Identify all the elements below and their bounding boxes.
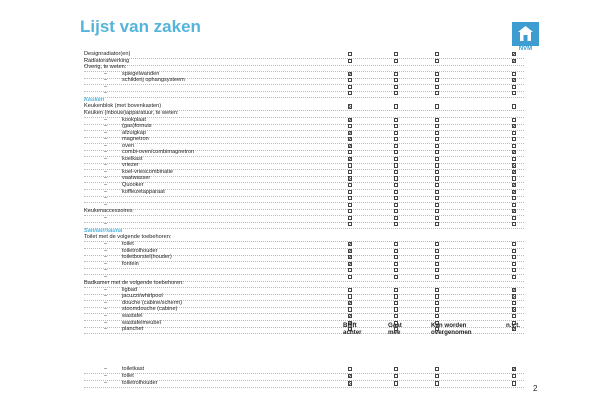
checkbox-col-1[interactable] bbox=[348, 307, 352, 311]
checkbox-col-2[interactable] bbox=[394, 176, 398, 180]
checkbox-col-1[interactable] bbox=[348, 268, 352, 272]
checkbox-col-2[interactable] bbox=[394, 131, 398, 135]
checkbox-col-1[interactable] bbox=[348, 190, 352, 194]
bullet-dash: – bbox=[104, 366, 108, 372]
checkbox-col-1[interactable] bbox=[348, 381, 352, 385]
checkbox-col-2[interactable] bbox=[394, 163, 398, 167]
checkbox-col-4[interactable] bbox=[512, 124, 516, 128]
bullet-dash: – bbox=[104, 319, 108, 326]
item-label: vaatwasser bbox=[122, 175, 151, 182]
checkbox-col-2[interactable] bbox=[394, 275, 398, 279]
bullet-dash: – bbox=[104, 188, 108, 195]
bullet-dash: – bbox=[104, 286, 108, 293]
bullet-dash: – bbox=[104, 136, 108, 143]
checkbox-col-3[interactable] bbox=[435, 216, 439, 220]
checkbox-col-4[interactable] bbox=[512, 163, 516, 167]
bullet-dash: – bbox=[104, 70, 108, 77]
checkbox-col-1[interactable] bbox=[348, 104, 352, 108]
checkbox-col-2[interactable] bbox=[394, 124, 398, 128]
checkbox-col-4[interactable] bbox=[512, 288, 516, 292]
checkbox-col-3[interactable] bbox=[435, 163, 439, 167]
bullet-dash: – bbox=[104, 240, 108, 247]
checkbox-col-2[interactable] bbox=[394, 307, 398, 311]
item-label: toiletborstel(houder) bbox=[122, 254, 172, 261]
checkbox-col-3[interactable] bbox=[435, 262, 439, 266]
checkbox-col-3[interactable] bbox=[435, 104, 439, 108]
checkbox-col-4[interactable] bbox=[512, 196, 516, 200]
checkbox-col-2[interactable] bbox=[394, 262, 398, 266]
checkbox-col-1[interactable] bbox=[348, 170, 352, 174]
checkbox-col-1[interactable] bbox=[348, 131, 352, 135]
checkbox-col-1[interactable] bbox=[348, 59, 352, 63]
checkbox-col-3[interactable] bbox=[435, 190, 439, 194]
checkbox-col-4[interactable] bbox=[512, 268, 516, 272]
checkbox-col-3[interactable] bbox=[435, 288, 439, 292]
bullet-dash: – bbox=[104, 254, 108, 261]
checkbox-col-2[interactable] bbox=[394, 242, 398, 246]
checkbox-col-4[interactable] bbox=[512, 190, 516, 194]
checkbox-col-2[interactable] bbox=[394, 216, 398, 220]
item-label: koelkast bbox=[122, 155, 143, 162]
item-label: spiegelwanden bbox=[122, 70, 160, 77]
checkbox-col-1[interactable] bbox=[348, 367, 352, 371]
checkbox-col-2[interactable] bbox=[394, 222, 398, 226]
checkbox-col-4[interactable] bbox=[512, 131, 516, 135]
checkbox-col-3[interactable] bbox=[435, 249, 439, 253]
bullet-dash: – bbox=[104, 168, 108, 175]
item-label: Keukenaccessoires bbox=[84, 208, 133, 215]
checkbox-col-2[interactable] bbox=[394, 144, 398, 148]
checkbox-col-1[interactable] bbox=[348, 275, 352, 279]
checkbox-col-3[interactable] bbox=[435, 381, 439, 385]
checkbox-col-1[interactable] bbox=[348, 183, 352, 187]
item-label: toiletrolhouder bbox=[122, 247, 158, 254]
checkbox-col-3[interactable] bbox=[435, 314, 439, 318]
checkbox-col-3[interactable] bbox=[435, 85, 439, 89]
checkbox-col-4[interactable] bbox=[512, 203, 516, 207]
bullet-dash: – bbox=[104, 142, 108, 149]
checkbox-col-4[interactable] bbox=[512, 255, 516, 259]
checkbox-col-1[interactable] bbox=[348, 157, 352, 161]
checkbox-col-1[interactable] bbox=[348, 150, 352, 154]
checkbox-col-1[interactable] bbox=[348, 137, 352, 141]
checkbox-col-2[interactable] bbox=[394, 255, 398, 259]
checkbox-col-4[interactable] bbox=[512, 72, 516, 76]
checkbox-col-3[interactable] bbox=[435, 131, 439, 135]
checkbox-col-4[interactable] bbox=[512, 183, 516, 187]
checkbox-col-2[interactable] bbox=[394, 268, 398, 272]
bullet-dash: – bbox=[104, 77, 108, 84]
bullet-dash: – bbox=[104, 221, 108, 228]
bullet-dash: – bbox=[104, 306, 108, 313]
item-label: toiletrolhouder bbox=[122, 380, 158, 387]
bullet-dash: – bbox=[104, 175, 108, 182]
checkbox-col-3[interactable] bbox=[435, 222, 439, 226]
checkbox-col-1[interactable] bbox=[348, 216, 352, 220]
checkbox-col-3[interactable] bbox=[435, 301, 439, 305]
checkbox-col-2[interactable] bbox=[394, 183, 398, 187]
checkbox-col-2[interactable] bbox=[394, 314, 398, 318]
item-label: stoomdouche (cabine) bbox=[122, 306, 178, 313]
checkbox-col-1[interactable] bbox=[348, 288, 352, 292]
checkbox-col-4[interactable] bbox=[512, 144, 516, 148]
checkbox-col-3[interactable] bbox=[435, 275, 439, 279]
bullet-dash: – bbox=[104, 90, 108, 97]
checkbox-col-2[interactable] bbox=[394, 196, 398, 200]
checkbox-col-2[interactable] bbox=[394, 190, 398, 194]
checkbox-col-1[interactable] bbox=[348, 294, 352, 298]
checkbox-col-3[interactable] bbox=[435, 307, 439, 311]
checkbox-col-1[interactable] bbox=[348, 85, 352, 89]
bullet-dash: – bbox=[104, 260, 108, 267]
checkbox-col-2[interactable] bbox=[394, 301, 398, 305]
checkbox-col-3[interactable] bbox=[435, 124, 439, 128]
bullet-dash: – bbox=[104, 116, 108, 123]
item-label: afzuigkap bbox=[122, 129, 146, 136]
column-header-gaat-mee: Gaat mee bbox=[388, 322, 402, 336]
list-item bbox=[84, 380, 524, 388]
checkbox-col-4[interactable] bbox=[512, 374, 516, 378]
checkbox-col-2[interactable] bbox=[394, 367, 398, 371]
checkbox-col-4[interactable] bbox=[512, 78, 516, 82]
checkbox-col-4[interactable] bbox=[512, 314, 516, 318]
checkbox-col-3[interactable] bbox=[435, 78, 439, 82]
checkbox-col-1[interactable] bbox=[348, 374, 352, 378]
logo-text: NVM bbox=[518, 46, 533, 52]
bullet-dash: – bbox=[104, 293, 108, 300]
bullet-dash: – bbox=[104, 182, 108, 188]
item-label: Overig, te weten: bbox=[84, 64, 127, 71]
bullet-dash: – bbox=[104, 267, 108, 274]
checkbox-col-3[interactable] bbox=[435, 242, 439, 246]
item-label: douche (cabine/scherm) bbox=[122, 299, 183, 306]
checkbox-col-4[interactable] bbox=[512, 170, 516, 174]
checkbox-col-3[interactable] bbox=[435, 150, 439, 154]
item-label: Designradiator(en) bbox=[84, 51, 131, 57]
item-label: Keuken bbox=[84, 96, 105, 103]
checkbox-col-3[interactable] bbox=[435, 157, 439, 161]
checkbox-col-4[interactable] bbox=[512, 176, 516, 180]
checkbox-col-4[interactable] bbox=[512, 118, 516, 122]
checkbox-col-3[interactable] bbox=[435, 176, 439, 180]
checkbox-col-1[interactable] bbox=[348, 314, 352, 318]
checkbox-col-2[interactable] bbox=[394, 209, 398, 213]
checkbox-col-4[interactable] bbox=[512, 249, 516, 253]
checkbox-col-4[interactable] bbox=[512, 367, 516, 371]
item-label: magnetron bbox=[122, 136, 149, 143]
checkbox-col-2[interactable] bbox=[394, 52, 398, 56]
item-label: Radiatorafwerking bbox=[84, 57, 130, 64]
checkbox-col-1[interactable] bbox=[348, 262, 352, 266]
checkbox-col-4[interactable] bbox=[512, 262, 516, 266]
checkbox-col-1[interactable] bbox=[348, 222, 352, 226]
bullet-dash: – bbox=[104, 195, 108, 202]
item-label: koel-vriescombinatie bbox=[122, 168, 173, 175]
checkbox-col-4[interactable] bbox=[512, 222, 516, 226]
checkbox-col-4[interactable] bbox=[512, 216, 516, 220]
checkbox-col-1[interactable] bbox=[348, 72, 352, 76]
checkbox-col-3[interactable] bbox=[435, 268, 439, 272]
bullet-dash: – bbox=[104, 313, 108, 319]
checkbox-col-2[interactable] bbox=[394, 157, 398, 161]
item-label: combi-oven/combimagnetron bbox=[122, 149, 195, 156]
checkbox-col-2[interactable] bbox=[394, 85, 398, 89]
checkbox-col-2[interactable] bbox=[394, 294, 398, 298]
checkbox-col-2[interactable] bbox=[394, 150, 398, 154]
checkbox-col-3[interactable] bbox=[435, 59, 439, 63]
checkbox-col-1[interactable] bbox=[348, 203, 352, 207]
checkbox-col-2[interactable] bbox=[394, 137, 398, 141]
checkbox-col-1[interactable] bbox=[348, 176, 352, 180]
checkbox-col-4[interactable] bbox=[512, 85, 516, 89]
checkbox-col-4[interactable] bbox=[512, 137, 516, 141]
checkbox-col-2[interactable] bbox=[394, 59, 398, 63]
checkbox-col-4[interactable] bbox=[512, 209, 516, 213]
item-label: jacuzzi/whirlpool bbox=[122, 293, 163, 300]
checkbox-col-2[interactable] bbox=[394, 170, 398, 174]
checkbox-col-3[interactable] bbox=[435, 196, 439, 200]
bullet-dash: – bbox=[104, 129, 108, 136]
checkbox-col-2[interactable] bbox=[394, 374, 398, 378]
item-label: (gas)fornuis bbox=[122, 123, 152, 130]
checkbox-col-3[interactable] bbox=[435, 367, 439, 371]
checkbox-col-4[interactable] bbox=[512, 301, 516, 305]
checkbox-col-3[interactable] bbox=[435, 209, 439, 213]
checkbox-col-4[interactable] bbox=[512, 150, 516, 154]
bullet-dash: – bbox=[104, 123, 108, 130]
item-label: Sanitair/sauna bbox=[84, 227, 123, 234]
checkbox-col-3[interactable] bbox=[435, 203, 439, 207]
item-label: toilet bbox=[122, 240, 134, 247]
checkbox-col-1[interactable] bbox=[348, 78, 352, 82]
checkbox-col-1[interactable] bbox=[348, 242, 352, 246]
bullet-dash: – bbox=[104, 380, 108, 387]
page-title: Lijst van zaken bbox=[80, 17, 201, 36]
checkbox-col-2[interactable] bbox=[394, 249, 398, 253]
item-label: wastafelmeubel bbox=[122, 319, 161, 326]
item-label: oven bbox=[122, 142, 135, 149]
checkbox-col-2[interactable] bbox=[394, 91, 398, 95]
checkbox-col-3[interactable] bbox=[435, 183, 439, 187]
item-label: Keukenblok (met bovenkasten) bbox=[84, 103, 162, 110]
checkbox-col-2[interactable] bbox=[394, 78, 398, 82]
checkbox-col-2[interactable] bbox=[394, 381, 398, 385]
checkbox-col-4[interactable] bbox=[512, 157, 516, 161]
bullet-dash: – bbox=[104, 299, 108, 306]
checkbox-col-1[interactable] bbox=[348, 249, 352, 253]
checkbox-col-2[interactable] bbox=[394, 104, 398, 108]
column-header-blijft-achter: Blijft achter bbox=[343, 322, 362, 336]
checkbox-col-4[interactable] bbox=[512, 91, 516, 95]
bullet-dash: – bbox=[104, 162, 108, 169]
item-label: Toilet met de volgende toebehoren: bbox=[84, 234, 172, 241]
checkbox-col-4[interactable] bbox=[512, 104, 516, 108]
item-label: kookplaat bbox=[122, 116, 146, 123]
bullet-dash: – bbox=[104, 214, 108, 221]
column-header-nvt: n.v.t. bbox=[506, 322, 520, 329]
bullet-dash: – bbox=[104, 83, 108, 90]
checkbox-col-3[interactable] bbox=[435, 72, 439, 76]
item-label: toilet bbox=[122, 373, 134, 380]
checkbox-col-3[interactable] bbox=[435, 294, 439, 298]
checkbox-col-2[interactable] bbox=[394, 288, 398, 292]
checkbox-col-1[interactable] bbox=[348, 209, 352, 213]
bullet-dash: – bbox=[104, 373, 108, 380]
page-number: 2 bbox=[533, 384, 538, 393]
checkbox-col-4[interactable] bbox=[512, 275, 516, 279]
checkbox-col-3[interactable] bbox=[435, 170, 439, 174]
checkbox-col-3[interactable] bbox=[435, 144, 439, 148]
item-label: Quooker bbox=[122, 182, 144, 188]
item-label: Badkamer met de volgende toebehoren: bbox=[84, 280, 184, 287]
bullet-dash: – bbox=[104, 201, 108, 208]
checkbox-col-1[interactable] bbox=[348, 301, 352, 305]
item-label: koffiezetapparaat bbox=[122, 188, 165, 195]
item-label: fontein bbox=[122, 260, 139, 267]
checkbox-col-1[interactable] bbox=[348, 124, 352, 128]
bullet-dash: – bbox=[104, 326, 108, 333]
checkbox-col-2[interactable] bbox=[394, 118, 398, 122]
item-label: wastafel bbox=[122, 313, 143, 319]
bullet-dash: – bbox=[104, 273, 108, 280]
checkbox-col-1[interactable] bbox=[348, 196, 352, 200]
checkbox-col-1[interactable] bbox=[348, 91, 352, 95]
item-label: planchet bbox=[122, 326, 144, 333]
bullet-dash: – bbox=[104, 247, 108, 254]
checkbox-col-3[interactable] bbox=[435, 137, 439, 141]
item-label: schilderij ophangsysteem bbox=[122, 77, 185, 84]
item-label: Keuken (inbouw)apparatuur, te weten: bbox=[84, 109, 179, 116]
checkbox-col-1[interactable] bbox=[348, 144, 352, 148]
checkbox-col-2[interactable] bbox=[394, 72, 398, 76]
checkbox-col-1[interactable] bbox=[348, 118, 352, 122]
checkbox-col-3[interactable] bbox=[435, 255, 439, 259]
checkbox-col-4[interactable] bbox=[512, 307, 516, 311]
checkbox-col-3[interactable] bbox=[435, 118, 439, 122]
item-label: vriezer bbox=[122, 162, 139, 169]
checkbox-col-4[interactable] bbox=[512, 381, 516, 385]
checkbox-col-3[interactable] bbox=[435, 52, 439, 56]
checkbox-col-1[interactable] bbox=[348, 255, 352, 259]
checkbox-col-4[interactable] bbox=[512, 294, 516, 298]
checkbox-col-1[interactable] bbox=[348, 163, 352, 167]
checkbox-col-2[interactable] bbox=[394, 203, 398, 207]
column-header-kan-worden-overgenomen: Kan worden overgenomen bbox=[431, 322, 472, 336]
item-label: toiletkast bbox=[122, 366, 145, 372]
checkbox-col-3[interactable] bbox=[435, 91, 439, 95]
checkbox-col-4[interactable] bbox=[512, 59, 516, 63]
checkbox-col-3[interactable] bbox=[435, 374, 439, 378]
bullet-dash: – bbox=[104, 149, 108, 156]
item-label: ligbad bbox=[122, 286, 137, 293]
checkbox-col-4[interactable] bbox=[512, 52, 516, 56]
bullet-dash: – bbox=[104, 155, 108, 162]
checkbox-col-1[interactable] bbox=[348, 52, 352, 56]
checkbox-col-4[interactable] bbox=[512, 242, 516, 246]
